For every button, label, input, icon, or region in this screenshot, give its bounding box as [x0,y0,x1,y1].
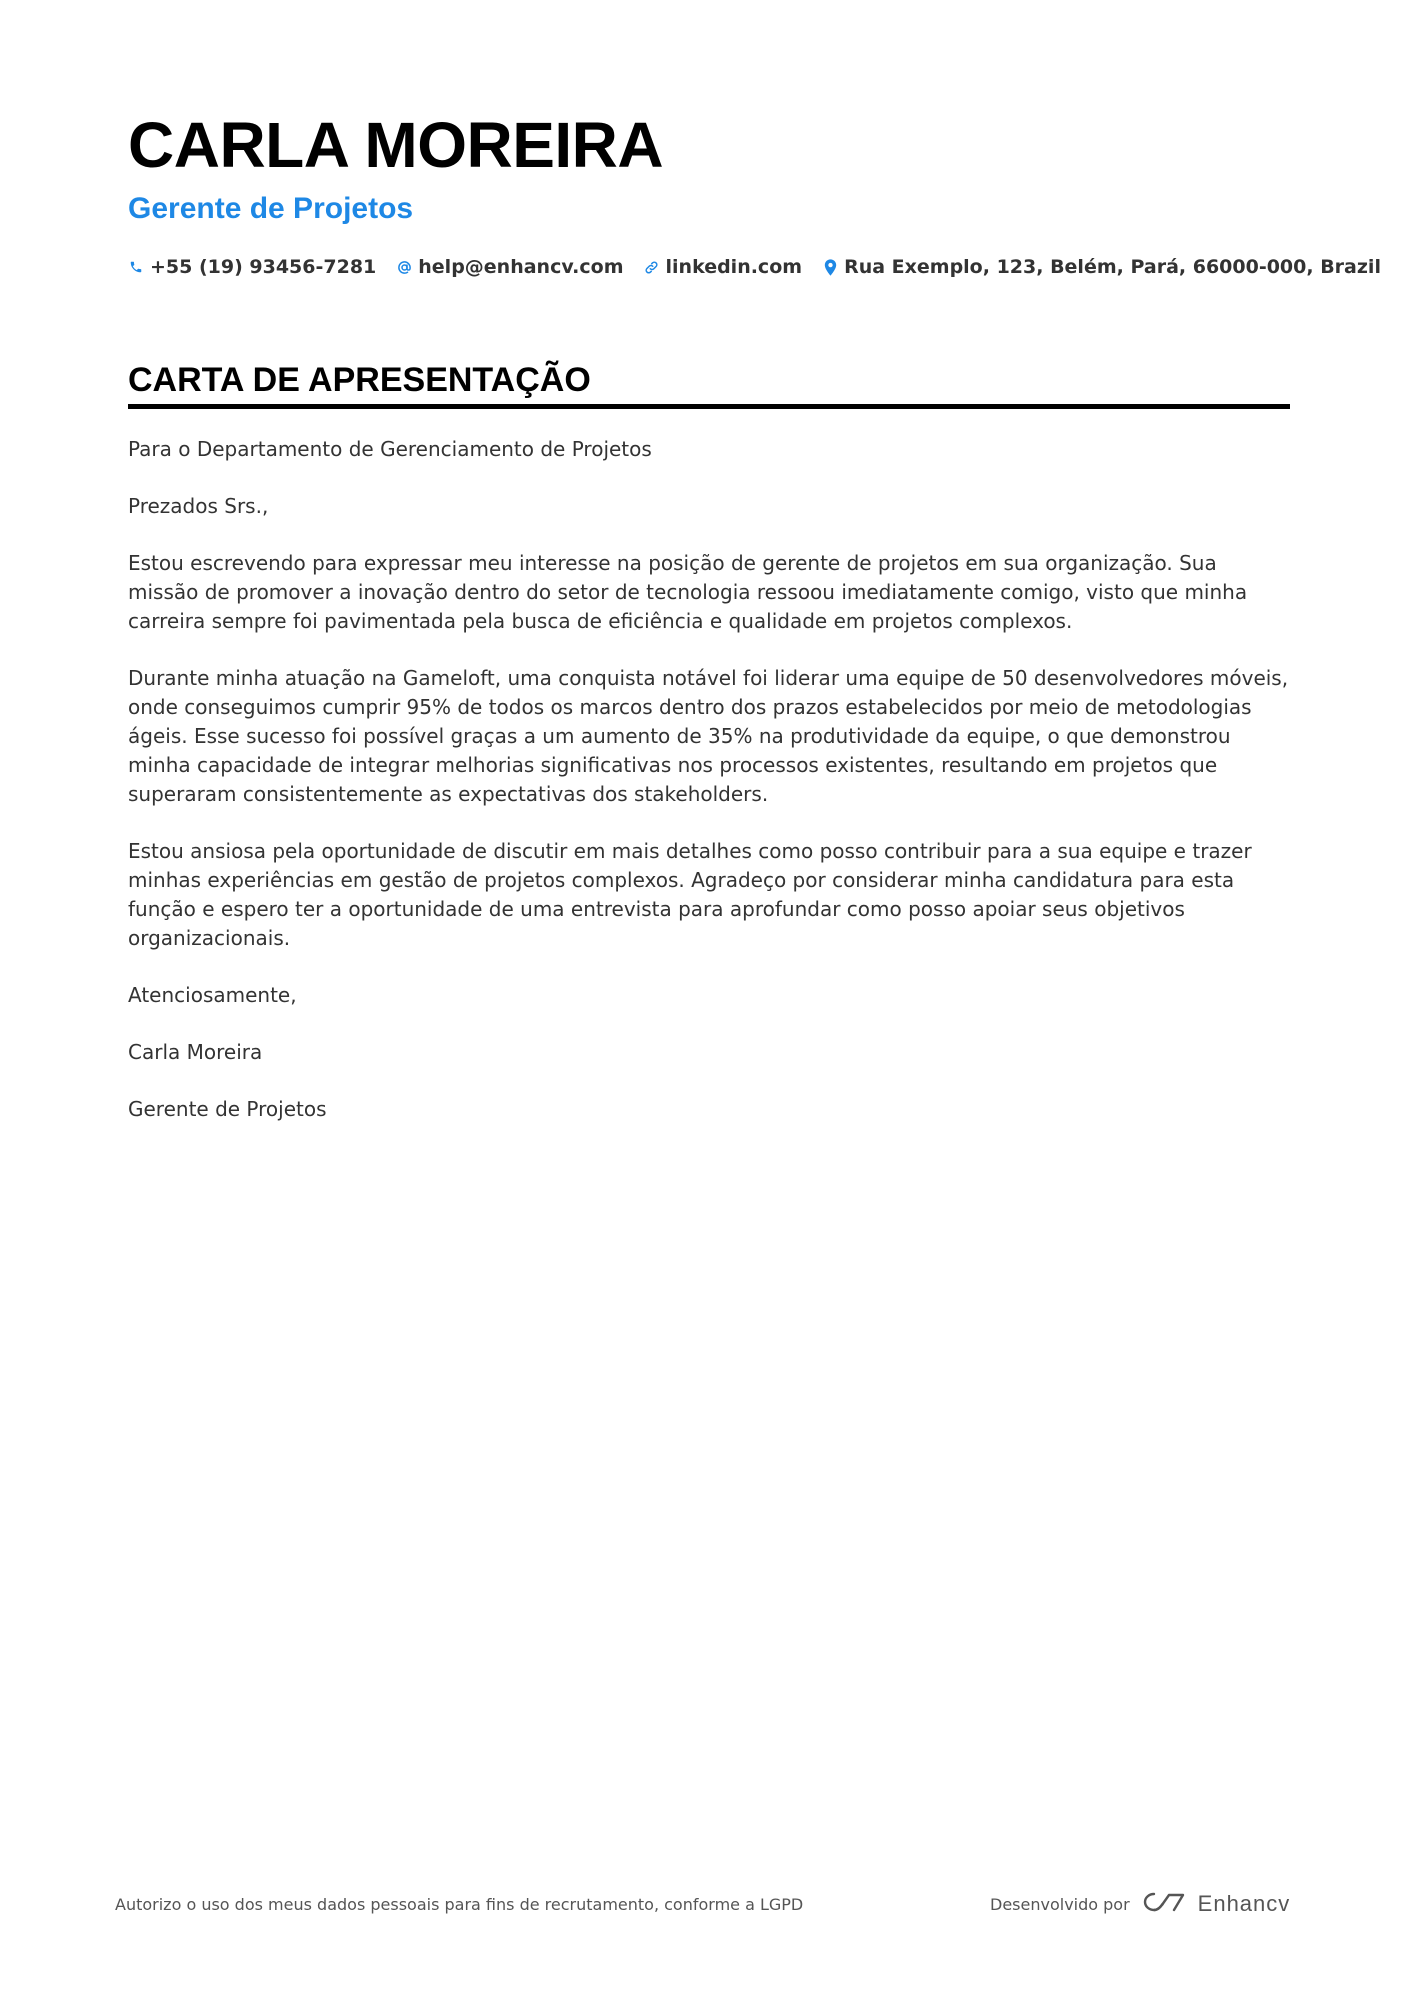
signature-name: Carla Moreira [128,1040,263,1064]
letter-paragraph-3: Estou ansiosa pela oportunidade de discutir em mais detalhes como posso contribuir para a sua equipe e trazer minhas experiências em gestão de projetos complexos. Agradeço por considerar minha candidatura para esta função e espero ter a oportunidade de uma entrevista para aprofundar como posso apoiar seus objetivos organizacionais. [128,839,1252,950]
phone-icon [128,258,144,276]
contact-phone[interactable] [128,254,376,280]
consent-note: Autorizo o uso dos meus dados pessoais para fins de recrutamento, conforme a LGPD [115,1895,804,1914]
letter-body [128,435,1290,1124]
powered-by-label: Desenvolvido por [990,1894,1130,1914]
candidate-title: Gerente de Projetos [128,192,414,225]
signature-title: Gerente de Projetos [128,1097,327,1121]
at-icon [396,258,412,276]
contact-bar [128,254,1381,280]
cover-letter-page [128,109,1381,1152]
section-divider [128,404,1290,409]
contact-linkedin[interactable] [644,254,803,280]
location-pin-icon [822,258,838,276]
letter-greeting: Prezados Srs., [128,494,269,518]
contact-linkedin-text: linkedin.com [665,256,803,278]
enhancv-logo-icon [1142,1890,1188,1918]
letter-paragraph-2: Durante minha atuação na Gameloft, uma conquista notável foi liderar uma equipe de 50 desenvolvedores móveis, onde conseguimos cumprir 95% de todos os marcos dentro dos prazos estabelecidos por meio de metodologias ágeis. Esse sucesso foi possível graças a um aumento de 35% na produtividade da equipe, o que demonstrou minha capacidade de integrar melhorias significativas nos processos existentes, resultando em projetos que superaram consistentemente as expectativas dos stakeholders. [128,666,1289,806]
powered-by[interactable] [990,1890,1290,1918]
contact-email[interactable] [396,254,623,280]
contact-address-text: Rua Exemplo, 123, Belém, Pará, 66000-000, Brazil [844,256,1381,278]
letter-paragraph-1: Estou escrevendo para expressar meu interesse na posição de gerente de projetos em sua organização. Sua missão de promover a inovação dentro do setor de tecnologia ressoou imediatamente comigo, visto que minha carreira sempre foi pavimentada pela busca de eficiência e qualidade em projetos complexos. [128,551,1248,633]
letter-recipient: Para o Departamento de Gerenciamento de Projetos [128,437,652,461]
contact-phone-text: +55 (19) 93456-7281 [150,256,377,278]
section-title: CARTA DE APRESENTAÇÃO [128,361,591,399]
contact-email-text: help@enhancv.com [418,256,624,278]
candidate-name: CARLA MOREIRA [128,109,664,181]
brand-name: Enhancv [1197,1891,1291,1916]
link-icon [644,258,660,276]
letter-closing: Atenciosamente, [128,983,297,1007]
contact-address [822,254,1381,280]
